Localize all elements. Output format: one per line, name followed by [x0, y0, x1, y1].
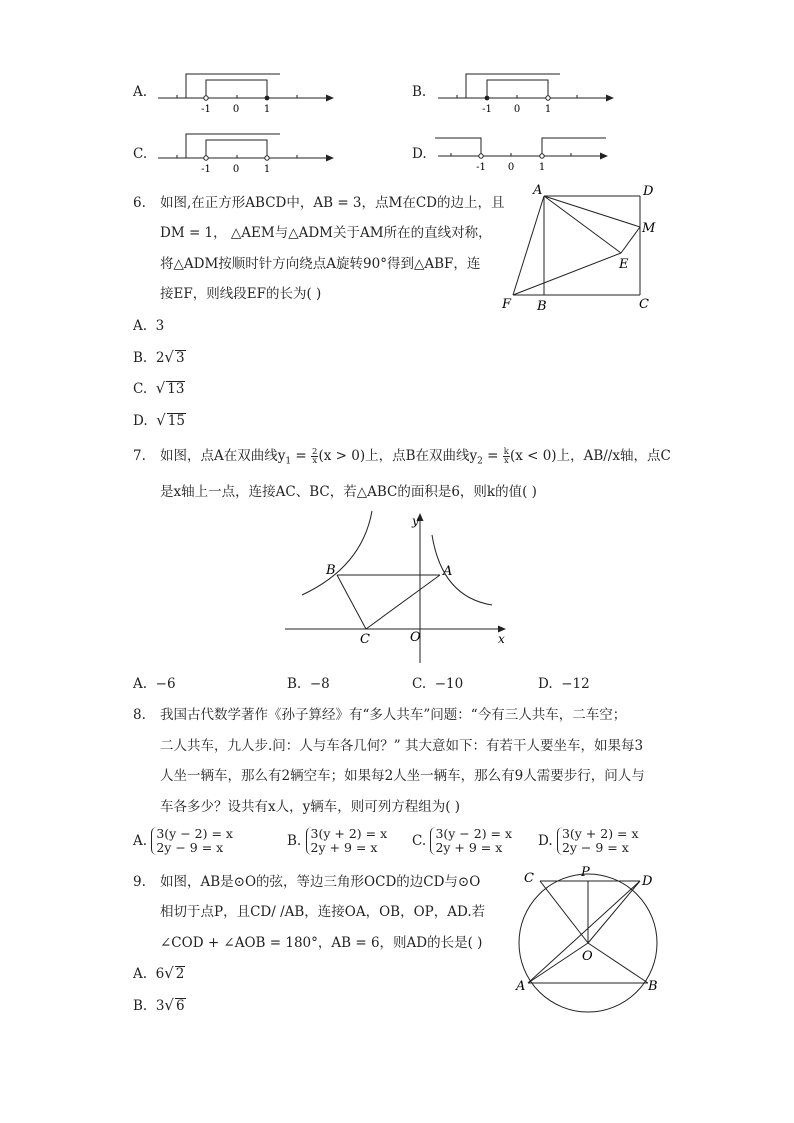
tick-label: 0: [232, 104, 240, 115]
tick-label: -1: [482, 104, 492, 115]
question-text-line: 相切于点P，且CD/ /AB，连接OA，OB，OP，AD.若: [160, 904, 486, 920]
point-label: A: [443, 564, 453, 579]
axis-label: y: [412, 514, 419, 528]
q8-option-c[interactable]: C. 3(y − 2) = x 2y + 9 = x: [412, 826, 513, 855]
question-text-line: 如图，点A在双曲线$y_1$ = $\frac{2}{x}$ (x > 0)上，点B在双曲线$y_2$ = $\frac{k}{x}$ (x < 0)上，AB//x轴，点C: [160, 447, 671, 467]
q8-option-a[interactable]: A. 3(y − 2) = x 2y − 9 = x: [133, 826, 233, 855]
point-label: D: [642, 874, 653, 889]
option-label: C.: [133, 146, 148, 162]
point-label: A: [516, 979, 526, 994]
point-label: D: [643, 184, 654, 199]
question-text-line: ∠COD + ∠AOB = 180°，AB = 6，则AD的长是( ): [160, 935, 483, 951]
question-number: 7.: [133, 448, 146, 464]
tick-label: -1: [201, 104, 211, 115]
tick-label: 1: [263, 164, 271, 175]
q7-option-b[interactable]: B. −8: [287, 676, 330, 692]
point-label: C: [524, 871, 534, 886]
q6-option-b[interactable]: B. 2√ 3: [133, 348, 185, 366]
option-label: A.: [133, 84, 148, 100]
question-text-line: 如图，AB是⊙O的弦，等边三角形OCD的边CD与⊙O: [160, 874, 481, 890]
numberline-c-figure: [150, 130, 340, 175]
circle-figure: [510, 860, 670, 1020]
point-label: P: [581, 865, 590, 880]
option-label: B.: [412, 84, 427, 100]
point-label: F: [502, 297, 512, 312]
axis-label: x: [498, 632, 505, 646]
q7-option-c[interactable]: C. −10: [412, 676, 464, 692]
question-text-line: 人坐一辆车，那么有2辆空车；如果每2人坐一辆车，那么有9人需要步行，问人与: [160, 768, 645, 784]
question-number: 8.: [133, 707, 146, 723]
q9-option-a[interactable]: A. 6√ 2: [133, 964, 185, 982]
numberline-a-figure: [150, 70, 340, 115]
tick-label: 1: [538, 162, 546, 173]
q9-option-b[interactable]: B. 3√ 6: [133, 996, 185, 1014]
option-label: D.: [412, 146, 427, 162]
question-text-line: 车各多少？设共有x人，y辆车，则可列方程组为( ): [160, 799, 461, 815]
point-label: C: [360, 632, 370, 647]
tick-label: 0: [507, 162, 515, 173]
point-label: E: [619, 257, 629, 272]
q6-option-a[interactable]: A. 3: [133, 318, 165, 334]
tick-label: 0: [232, 164, 240, 175]
point-label: O: [410, 630, 421, 645]
q7-option-d[interactable]: D. −12: [538, 676, 590, 692]
question-text-line: DM = 1， △AEM与△ADM关于AM所在的直线对称，: [160, 225, 492, 241]
question-text-line: 是x轴上一点，连接AC、BC，若△ABC的面积是6，则k的值( ): [160, 484, 537, 500]
tick-label: -1: [201, 164, 211, 175]
point-label: C: [639, 297, 649, 312]
q6-option-d[interactable]: D. √ 15: [133, 411, 185, 429]
point-label: A: [533, 183, 543, 198]
tick-label: 1: [544, 104, 552, 115]
question-text-line: 如图,在正方形ABCD中，AB = 3，点M在CD的边上，且: [160, 195, 505, 211]
hyperbola-figure: [280, 505, 520, 670]
numberline-b-figure: [430, 70, 620, 115]
question-text-line: 二人共车，九人步.问：人与车各几何？” 其大意如下：有若干人要坐车，如果每3: [160, 738, 644, 754]
numberline-d-figure: [430, 130, 620, 175]
point-label: B: [326, 563, 336, 578]
tick-label: -1: [476, 162, 486, 173]
question-number: 6.: [133, 195, 146, 211]
q8-option-b[interactable]: B. 3(y + 2) = x 2y + 9 = x: [287, 826, 388, 855]
square-figure: [500, 182, 670, 317]
q7-option-a[interactable]: A. −6: [133, 676, 176, 692]
question-text-line: 我国古代数学著作《孙子算经》有“多人共车”问题：“今有三人共车，二车空；: [160, 707, 627, 723]
q6-option-c[interactable]: C. √ 13: [133, 379, 185, 397]
point-label: B: [648, 979, 658, 994]
q8-option-d[interactable]: D. 3(y + 2) = x 2y − 9 = x: [538, 826, 639, 855]
question-text-line: 接EF，则线段EF的长为( ): [160, 286, 322, 302]
point-label: O: [582, 949, 593, 964]
question-text-line: 将△ADM按顺时针方向绕点A旋转90°得到△ABF，连: [160, 256, 481, 272]
question-number: 9.: [133, 874, 146, 890]
tick-label: 1: [263, 104, 271, 115]
point-label: M: [642, 221, 656, 236]
point-label: B: [537, 299, 547, 314]
tick-label: 0: [513, 104, 521, 115]
